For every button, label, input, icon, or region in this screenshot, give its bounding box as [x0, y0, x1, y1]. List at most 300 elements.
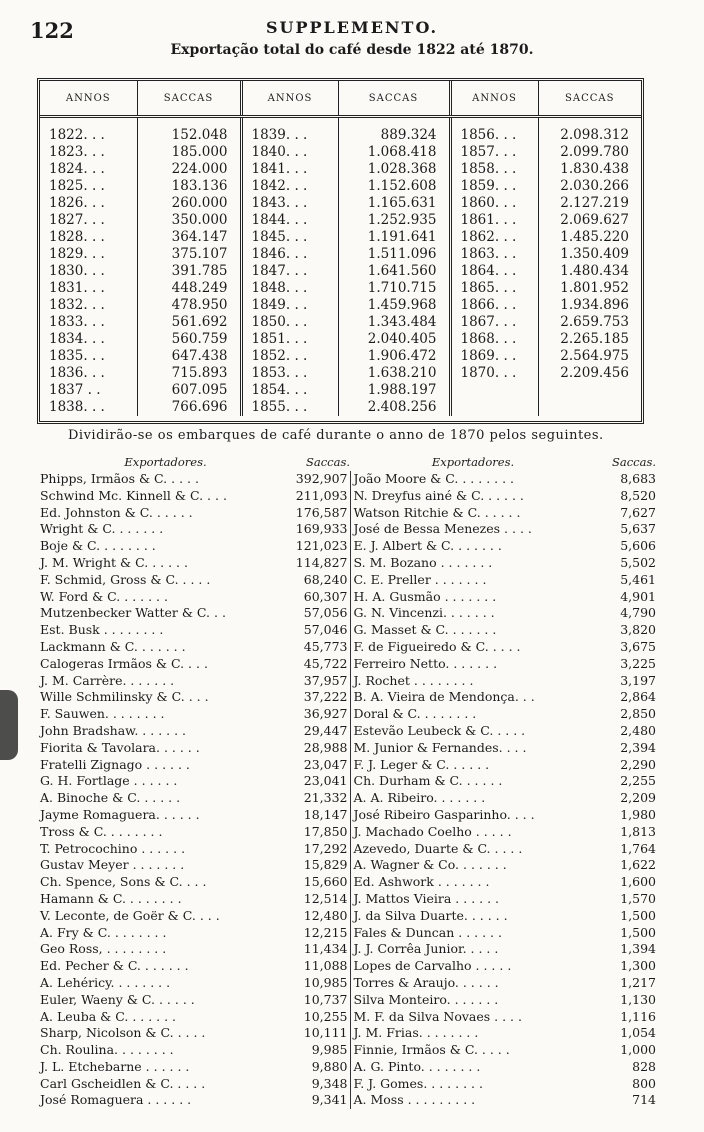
sacks-cell: 1.068.418 [338, 144, 450, 161]
exporter-row [38, 790, 656, 807]
exporter-row [38, 505, 656, 522]
exporter-name: A. Wagner & Co. . . . . . . [353, 857, 507, 873]
exporter-name: C. E. Preller . . . . . . . [353, 571, 487, 587]
annual-export-row [40, 263, 641, 280]
exporter-name: T. Petrocochino . . . . . . [40, 840, 186, 856]
exporter-name: Mutzenbecker Watter & C. . . [40, 605, 226, 621]
exporter-name: José Ribeiro Gasparinho. . . . [353, 806, 535, 822]
year-cell: 1866. . . [450, 297, 538, 314]
exporter-sacks: 121,023 [293, 538, 350, 555]
sacks-cell: 391.785 [137, 263, 241, 280]
sacks-cell: 183.136 [137, 178, 241, 195]
exporter-name: J. Rochet . . . . . . . . [353, 672, 474, 688]
sacks-cell: 1.906.472 [338, 348, 450, 365]
year-cell: 1837 . . [49, 382, 101, 398]
exporter-sacks: 9,348 [293, 1076, 350, 1093]
exporter-sacks: 57,056 [293, 605, 350, 622]
year-cell: 1865. . . [450, 280, 538, 297]
year-cell: 1855. . . [241, 399, 338, 416]
sacks-cell: 1.988.197 [338, 382, 450, 399]
exporter-sacks: 60,307 [293, 589, 350, 606]
exporter-sacks: 5,606 [620, 538, 656, 554]
sacks-cell: 375.107 [137, 246, 241, 263]
year-cell: 1841. . . [241, 161, 338, 178]
exporter-sacks: 1,622 [620, 857, 656, 873]
exporter-sacks: 176,587 [293, 505, 350, 522]
sacks-cell: 1.638.210 [338, 365, 450, 382]
sacks-cell: 224.000 [137, 161, 241, 178]
exporter-name: G. H. Fortlage . . . . . . [40, 773, 178, 789]
annual-export-table [37, 78, 644, 424]
sacks-cell: 1.480.434 [538, 263, 641, 280]
exporter-sacks: 12,514 [293, 891, 350, 908]
exporter-sacks: 8,520 [620, 487, 656, 503]
exporter-sacks: 1,570 [620, 890, 656, 906]
exporter-sacks: 1,500 [620, 924, 656, 940]
exporter-sacks: 45,722 [293, 656, 350, 673]
exporter-sacks: 29,447 [293, 723, 350, 740]
sacks-cell: 1.710.715 [338, 280, 450, 297]
exporter-name: J. L. Etchebarne . . . . . . [40, 1058, 190, 1074]
year-cell: 1859. . . [450, 178, 538, 195]
exporter-name: Ed. Pecher & C. . . . . . . [40, 958, 189, 974]
sacks-cell: 1.343.484 [338, 314, 450, 331]
exporter-name: G. Masset & C. . . . . . . [353, 622, 497, 638]
sacks-cell: 1.641.560 [338, 263, 450, 280]
year-cell: 1856. . . [450, 117, 538, 145]
year-cell: 1861. . . [450, 212, 538, 229]
sacks-cell: 260.000 [137, 195, 241, 212]
exporter-row [38, 605, 656, 622]
exporter-row [38, 488, 656, 505]
exporter-name: Phipps, Irmãos & C. . . . . [40, 471, 199, 486]
exporters-table [38, 453, 656, 1109]
exporter-name: J. Machado Coelho . . . . . [353, 823, 512, 839]
exporter-name: H. A. Gusmão . . . . . . . [353, 588, 497, 604]
exporter-name: A. Lehéricy. . . . . . . . [40, 974, 171, 990]
header-saccas: SACCAS [137, 81, 241, 117]
sacks-cell: 185.000 [137, 144, 241, 161]
annual-export-grid [40, 81, 641, 416]
sacks-cell: 1.191.641 [338, 229, 450, 246]
year-cell: 1842. . . [241, 178, 338, 195]
exporter-name: Est. Busk . . . . . . . . [40, 622, 164, 638]
exporter-name: Ch. Spence, Sons & C. . . . [40, 874, 207, 890]
exporter-row [38, 1076, 656, 1093]
year-cell: 1833. . . [49, 314, 105, 330]
exporter-row [38, 1092, 656, 1109]
year-cell [450, 399, 538, 416]
exporter-name: N. Dreyfus ainé & C. . . . . . [353, 487, 524, 503]
year-cell: 1868. . . [450, 331, 538, 348]
exporter-sacks: 11,088 [293, 958, 350, 975]
annual-export-row [40, 229, 641, 246]
exporter-sacks: 3,197 [620, 672, 656, 688]
sacks-cell: 2.408.256 [338, 399, 450, 416]
year-cell: 1864. . . [450, 263, 538, 280]
year-cell: 1846. . . [241, 246, 338, 263]
exporter-name: Finnie, Irmãos & C. . . . . [353, 1042, 510, 1058]
exporter-sacks: 2,394 [620, 739, 656, 755]
exporter-sacks: 3,225 [620, 655, 656, 671]
year-cell: 1844. . . [241, 212, 338, 229]
annual-export-row [40, 331, 641, 348]
year-cell: 1853. . . [241, 365, 338, 382]
year-cell: 1845. . . [241, 229, 338, 246]
exporter-row [38, 572, 656, 589]
exporter-row [38, 656, 656, 673]
exporter-name: Calogeras Irmãos & C. . . . [40, 655, 208, 671]
exporter-name: João Moore & C. . . . . . . . [353, 471, 515, 486]
exporter-row [38, 689, 656, 706]
exporter-sacks: 4,790 [620, 605, 656, 621]
exporter-name: Hamann & C. . . . . . . . [40, 890, 182, 906]
exporter-name: Silva Monteiro. . . . . . . [353, 991, 499, 1007]
exporter-row [38, 706, 656, 723]
annual-export-row [40, 195, 641, 212]
exporter-row [38, 857, 656, 874]
exporter-name: Fratelli Zignago . . . . . . [40, 756, 190, 772]
exporter-name: Boje & C. . . . . . . . [40, 538, 156, 554]
exporter-sacks: 211,093 [293, 488, 350, 505]
exporter-name: Carl Gscheidlen & C. . . . . [40, 1075, 206, 1091]
exporter-sacks: 114,827 [293, 555, 350, 572]
sacks-cell: 2.098.312 [538, 117, 641, 145]
exporter-name: A. A. Ribeiro. . . . . . . [353, 790, 486, 806]
annual-export-body [40, 117, 641, 417]
exporter-sacks: 169,933 [293, 521, 350, 538]
year-cell: 1843. . . [241, 195, 338, 212]
exporter-sacks: 23,047 [293, 757, 350, 774]
exporter-name: J. M. Frias. . . . . . . . [353, 1025, 479, 1041]
header-saccas: Saccas. [305, 455, 350, 469]
year-cell: 1857. . . [450, 144, 538, 161]
exporter-name: F. Schmid, Gross & C. . . . . [40, 571, 211, 587]
year-cell: 1867. . . [450, 314, 538, 331]
header-annos: ANNOS [40, 81, 137, 117]
exporter-name: F. de Figueiredo & C. . . . . [353, 638, 521, 654]
exporter-sacks: 17,850 [293, 824, 350, 841]
exporter-sacks: 2,480 [620, 722, 656, 738]
year-cell: 1834. . . [49, 331, 105, 347]
exporter-sacks: 18,147 [293, 807, 350, 824]
exporter-row [38, 538, 656, 555]
exporter-name: Wille Schmilinsky & C. . . . [40, 689, 209, 705]
exporter-name: M. Junior & Fernandes. . . . [353, 739, 527, 755]
annual-export-row [40, 161, 641, 178]
exporter-name: M. F. da Silva Novaes . . . . [353, 1008, 522, 1024]
sacks-cell: 1.485.220 [538, 229, 641, 246]
year-cell: 1838. . . [49, 399, 105, 415]
exporter-name: Ed. Johnston & C. . . . . . [40, 504, 193, 520]
exporter-sacks: 1,813 [620, 823, 656, 839]
exporter-row [38, 908, 656, 925]
sacks-cell: 766.696 [137, 399, 241, 416]
exporter-sacks: 2,209 [620, 790, 656, 806]
exporter-sacks: 11,434 [293, 941, 350, 958]
exporter-name: Ed. Ashwork . . . . . . . [353, 874, 490, 890]
exporter-name: A. Leuba & C. . . . . . . [40, 1008, 177, 1024]
table-title: Exportação total do café desde 1822 até 1870. [170, 42, 534, 58]
annual-export-row [40, 246, 641, 263]
exporter-sacks: 5,461 [620, 571, 656, 587]
sacks-cell: 2.209.456 [538, 365, 641, 382]
exporter-sacks: 1,300 [620, 958, 656, 974]
header-exportadores: Exportadores. [431, 455, 515, 469]
annual-export-header-row [40, 81, 641, 117]
year-cell: 1862. . . [450, 229, 538, 246]
annual-export-row [40, 212, 641, 229]
running-head: SUPPLEMENTO. [265, 18, 439, 37]
exporter-name: Lopes de Carvalho . . . . . [353, 958, 512, 974]
exporter-sacks: 15,660 [293, 874, 350, 891]
exporter-row [38, 925, 656, 942]
sacks-cell [538, 382, 641, 399]
header-annos: ANNOS [241, 81, 338, 117]
exporter-name: J. da Silva Duarte. . . . . . [353, 907, 508, 923]
sacks-cell: 2.659.753 [538, 314, 641, 331]
sacks-cell: 1.252.935 [338, 212, 450, 229]
exporter-row [38, 471, 656, 488]
exporter-sacks: 37,222 [293, 689, 350, 706]
exporter-name: S. M. Bozano . . . . . . . [353, 554, 493, 570]
exporter-sacks: 5,502 [620, 554, 656, 570]
sacks-cell: 1.511.096 [338, 246, 450, 263]
year-cell: 1826. . . [49, 195, 105, 211]
exporter-name: Jayme Romaguera. . . . . . [40, 806, 200, 822]
exporter-name: J. M. Carrère. . . . . . . [40, 672, 175, 688]
exporter-name: Sharp, Nicolson & C. . . . . [40, 1025, 206, 1041]
exporter-sacks: 5,637 [620, 521, 656, 537]
exporter-name: Torres & Araujo. . . . . . [353, 974, 499, 990]
year-cell: 1840. . . [241, 144, 338, 161]
exporter-row [38, 958, 656, 975]
exporter-name: V. Leconte, de Goër & C. . . . [40, 907, 220, 923]
exporter-row [38, 757, 656, 774]
header-saccas: SACCAS [338, 81, 450, 117]
binding-mark [0, 690, 18, 760]
exporter-row [38, 740, 656, 757]
sacks-cell: 2.040.405 [338, 331, 450, 348]
exporter-sacks: 10,111 [293, 1025, 350, 1042]
year-cell: 1854. . . [241, 382, 338, 399]
exporter-name: J. M. Wright & C. . . . . . [40, 554, 188, 570]
year-cell: 1849. . . [241, 297, 338, 314]
exporter-row [38, 874, 656, 891]
exporter-row [38, 807, 656, 824]
exporter-sacks: 1,217 [620, 974, 656, 990]
year-cell: 1823. . . [49, 144, 105, 160]
year-cell: 1852. . . [241, 348, 338, 365]
exporter-name: B. A. Vieira de Mendonça. . . [353, 689, 535, 705]
exporter-name: A. G. Pinto. . . . . . . . [353, 1058, 481, 1074]
exporter-name: E. J. Albert & C. . . . . . . [353, 538, 502, 554]
sacks-cell: 448.249 [137, 280, 241, 297]
exporter-row [38, 589, 656, 606]
annual-export-row [40, 314, 641, 331]
sacks-cell: 1.350.409 [538, 246, 641, 263]
exporter-name: John Bradshaw. . . . . . . [40, 722, 187, 738]
exporter-sacks: 2,290 [620, 756, 656, 772]
exporter-name: A. Fry & C. . . . . . . . [40, 924, 167, 940]
exporter-row [38, 1059, 656, 1076]
exporter-row [38, 1009, 656, 1026]
exporter-name: F. J. Gomes. . . . . . . . [353, 1075, 483, 1091]
exporter-name: J. J. Corrêa Junior. . . . . [353, 941, 499, 957]
annual-export-row [40, 365, 641, 382]
exporter-row [38, 941, 656, 958]
year-cell: 1831. . . [49, 280, 105, 296]
exporter-name: F. Sauwen. . . . . . . . [40, 706, 165, 722]
exporter-name: Euler, Waeny & C. . . . . . [40, 991, 195, 1007]
exporter-sacks: 9,880 [293, 1059, 350, 1076]
exporter-sacks: 10,255 [293, 1009, 350, 1026]
page-number: 122 [30, 18, 74, 43]
exporter-name: A. Binoche & C. . . . . . [40, 790, 181, 806]
exporter-sacks: 12,480 [293, 908, 350, 925]
exporter-name: W. Ford & C. . . . . . . [40, 588, 168, 604]
exporter-row [38, 841, 656, 858]
year-cell: 1835. . . [49, 348, 105, 364]
year-cell: 1828. . . [49, 229, 105, 245]
exporter-sacks: 1,116 [620, 1008, 656, 1024]
exporter-sacks: 9,985 [293, 1042, 350, 1059]
exporter-row [38, 1042, 656, 1059]
sacks-cell: 152.048 [137, 117, 241, 145]
year-cell: 1869. . . [450, 348, 538, 365]
year-cell: 1858. . . [450, 161, 538, 178]
sacks-cell: 715.893 [137, 365, 241, 382]
sacks-cell: 2.099.780 [538, 144, 641, 161]
sacks-cell: 560.759 [137, 331, 241, 348]
year-cell: 1824. . . [49, 161, 105, 177]
exporter-row [38, 673, 656, 690]
exporter-sacks: 10,737 [293, 992, 350, 1009]
sacks-cell: 2.030.266 [538, 178, 641, 195]
header-annos: ANNOS [450, 81, 538, 117]
year-cell: 1851. . . [241, 331, 338, 348]
exporter-name: G. N. Vincenzi. . . . . . . [353, 605, 495, 621]
sacks-cell: 364.147 [137, 229, 241, 246]
exporter-sacks: 28,988 [293, 740, 350, 757]
annual-export-row [40, 117, 641, 145]
year-cell: 1829. . . [49, 246, 105, 262]
year-cell [450, 382, 538, 399]
sacks-cell: 889.324 [338, 117, 450, 145]
exporter-sacks: 2,864 [620, 689, 656, 705]
exporter-sacks: 800 [632, 1075, 656, 1091]
exporter-name: Fiorita & Tavolara. . . . . . [40, 739, 200, 755]
sacks-cell: 1.459.968 [338, 297, 450, 314]
sacks-cell: 2.069.627 [538, 212, 641, 229]
exporter-sacks: 714 [632, 1092, 656, 1108]
sacks-cell: 2.564.975 [538, 348, 641, 365]
sacks-cell [538, 399, 641, 416]
sacks-cell: 478.950 [137, 297, 241, 314]
sacks-cell: 1.152.608 [338, 178, 450, 195]
exporter-name: Geo Ross, . . . . . . . . [40, 941, 167, 957]
year-cell: 1825. . . [49, 178, 105, 194]
exporters-grid [38, 453, 656, 1109]
annual-export-row [40, 280, 641, 297]
sacks-cell: 607.095 [137, 382, 241, 399]
exporter-sacks: 9,341 [293, 1092, 350, 1109]
exporter-sacks: 2,850 [620, 706, 656, 722]
exporter-sacks: 57,046 [293, 622, 350, 639]
exporter-sacks: 1,000 [620, 1042, 656, 1058]
sacks-cell: 1.830.438 [538, 161, 641, 178]
exporters-body [38, 471, 656, 1109]
exporter-row [38, 723, 656, 740]
exporter-sacks: 1,500 [620, 907, 656, 923]
exporter-name: Lackmann & C. . . . . . . [40, 638, 186, 654]
exporter-row [38, 555, 656, 572]
sacks-cell: 1.801.952 [538, 280, 641, 297]
sacks-cell: 647.438 [137, 348, 241, 365]
annual-export-row [40, 382, 641, 399]
sacks-cell: 2.127.219 [538, 195, 641, 212]
exporter-sacks: 4,901 [620, 588, 656, 604]
annual-export-row [40, 348, 641, 365]
exporter-sacks: 3,820 [620, 622, 656, 638]
exporter-name: Doral & C. . . . . . . . [353, 706, 477, 722]
exporter-sacks: 7,627 [620, 504, 656, 520]
year-cell: 1832. . . [49, 297, 105, 313]
exporter-sacks: 21,332 [293, 790, 350, 807]
exporter-sacks: 3,675 [620, 638, 656, 654]
exporter-row [38, 891, 656, 908]
exporter-row [38, 639, 656, 656]
annual-export-row [40, 297, 641, 314]
exporter-sacks: 1,130 [620, 991, 656, 1007]
exporter-name: Gustav Meyer . . . . . . . [40, 857, 185, 873]
exporter-name: Ch. Durham & C. . . . . . [353, 773, 503, 789]
header-exportadores: Exportadores. [124, 455, 207, 469]
exporter-row [38, 521, 656, 538]
exporter-sacks: 17,292 [293, 841, 350, 858]
sacks-cell: 350.000 [137, 212, 241, 229]
header-saccas: SACCAS [538, 81, 641, 117]
exporter-sacks: 392,907 [293, 471, 350, 488]
exporter-name: Ferreiro Netto. . . . . . . [353, 655, 498, 671]
exporter-name: Ch. Roulina. . . . . . . . [40, 1042, 174, 1058]
exporter-sacks: 15,829 [293, 857, 350, 874]
exporters-header-row [38, 453, 656, 471]
exporter-row [38, 975, 656, 992]
exporter-name: Schwind Mc. Kinnell & C. . . . [40, 487, 227, 503]
exporter-name: Azevedo, Duarte & C. . . . . [353, 840, 523, 856]
exporter-sacks: 68,240 [293, 572, 350, 589]
year-cell: 1830. . . [49, 263, 105, 279]
exporter-sacks: 23,041 [293, 773, 350, 790]
exporter-name: A. Moss . . . . . . . . . [353, 1092, 476, 1108]
year-cell: 1870. . . [450, 365, 538, 382]
sacks-cell: 1.028.368 [338, 161, 450, 178]
sacks-cell: 1.165.631 [338, 195, 450, 212]
exporter-row [38, 1025, 656, 1042]
exporter-row [38, 622, 656, 639]
exporter-sacks: 12,215 [293, 925, 350, 942]
exporter-row [38, 824, 656, 841]
exporter-name: J. Mattos Vieira . . . . . . [353, 890, 500, 906]
exporter-sacks: 37,957 [293, 673, 350, 690]
year-cell: 1847. . . [241, 263, 338, 280]
exporter-sacks: 10,985 [293, 975, 350, 992]
exporter-name: Fales & Duncan . . . . . . [353, 924, 502, 940]
exporter-sacks: 1,980 [620, 806, 656, 822]
year-cell: 1827. . . [49, 212, 105, 228]
exporter-sacks: 1,600 [620, 874, 656, 890]
